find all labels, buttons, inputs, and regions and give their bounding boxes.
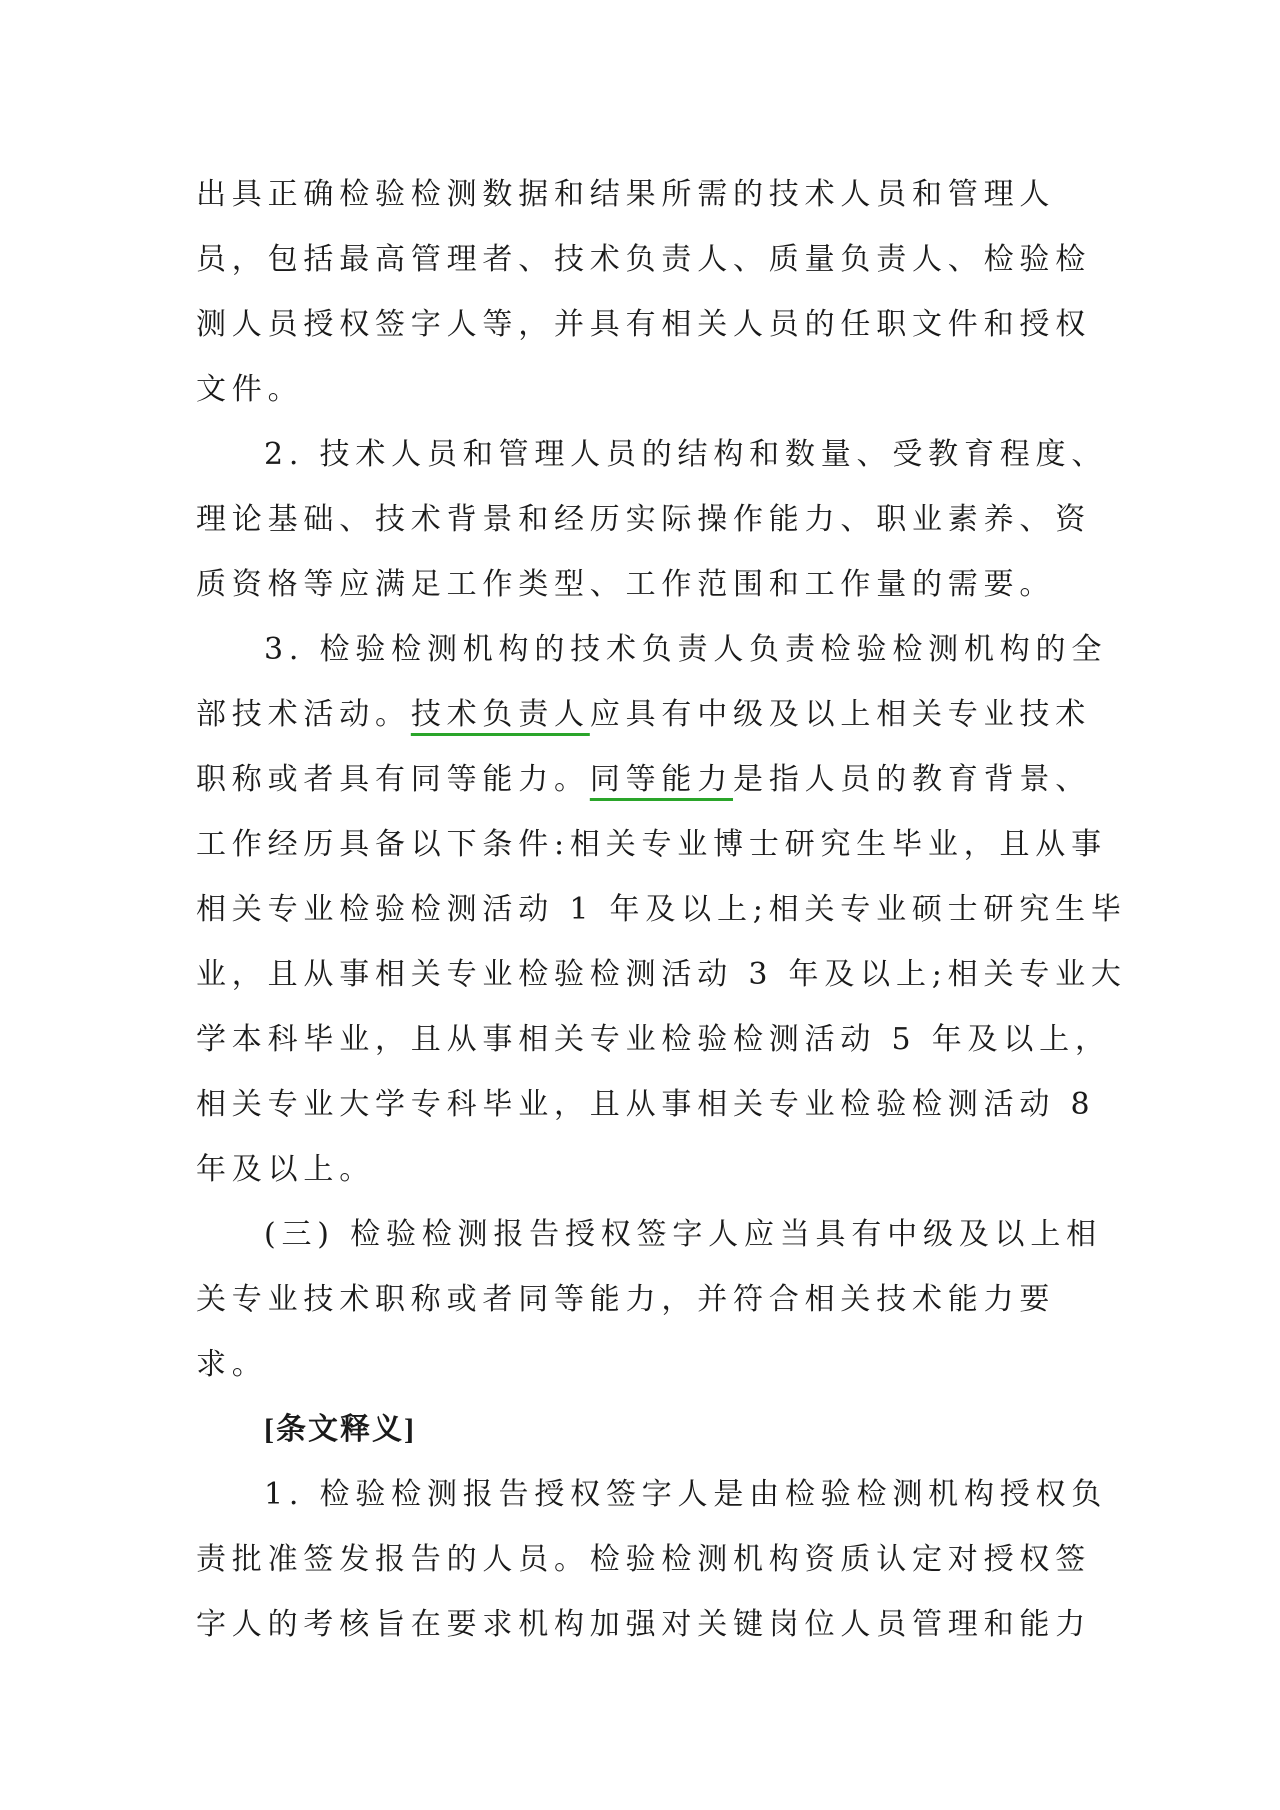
text-run: 应具有中级及以上相关专业技术 bbox=[589, 697, 1092, 732]
underlined-term: 同等能力 bbox=[589, 762, 734, 797]
text-run: 部技术活动。 bbox=[196, 697, 411, 732]
text-line: 2. 技术人员和管理人员的结构和数量、受教育程度、 bbox=[264, 437, 1108, 472]
text-line: 学本科毕业，且从事相关专业检验检测活动 5 年及以上， bbox=[196, 1022, 1111, 1057]
text-line: 责批准签发报告的人员。检验检测机构资质认定对授权签 bbox=[196, 1542, 1091, 1577]
document-body bbox=[196, 162, 1127, 1657]
underlined-term: 技术负责人 bbox=[410, 697, 590, 732]
text-line: 字人的考核旨在要求机构加强对关键岗位人员管理和能力 bbox=[196, 1607, 1091, 1642]
text-line: 业，且从事相关专业检验检测活动 3 年及以上;相关专业大 bbox=[196, 957, 1127, 992]
text-line: 出具正确检验检测数据和结果所需的技术人员和管理人 bbox=[196, 177, 1056, 212]
text-line: 工作经历具备以下条件:相关专业博士研究生毕业，且从事 bbox=[196, 827, 1107, 862]
text-line bbox=[196, 682, 1096, 747]
text-run: 是指人员的教育背景、 bbox=[733, 762, 1092, 797]
text-line: (三) 检验检测报告授权签字人应当具有中级及以上相 bbox=[264, 1217, 1102, 1252]
text-line: 1. 检验检测报告授权签字人是由检验检测机构授权负 bbox=[264, 1477, 1108, 1512]
text-line: 相关专业检验检测活动 1 年及以上;相关专业硕士研究生毕 bbox=[196, 892, 1127, 927]
text-line: 文件。 bbox=[196, 372, 304, 407]
text-line: 关专业技术职称或者同等能力，并符合相关技术能力要 bbox=[196, 1282, 1056, 1317]
text-line: 年及以上。 bbox=[196, 1152, 375, 1187]
text-line: 测人员授权签字人等，并具有相关人员的任职文件和授权 bbox=[196, 307, 1091, 342]
text-line: 相关专业大学专科毕业，且从事相关专业检验检测活动 8 bbox=[196, 1087, 1096, 1122]
text-line: 员，包括最高管理者、技术负责人、质量负责人、检验检 bbox=[196, 242, 1091, 277]
text-line: 求。 bbox=[196, 1347, 268, 1382]
text-run: 职称或者具有同等能力。 bbox=[196, 762, 590, 797]
text-line bbox=[196, 747, 1096, 812]
text-line: 质资格等应满足工作类型、工作范围和工作量的需要。 bbox=[196, 567, 1056, 602]
section-heading: [条文释义] bbox=[264, 1413, 416, 1446]
text-line: 3. 检验检测机构的技术负责人负责检验检测机构的全 bbox=[264, 632, 1108, 667]
text-line: 理论基础、技术背景和经历实际操作能力、职业素养、资 bbox=[196, 502, 1091, 537]
